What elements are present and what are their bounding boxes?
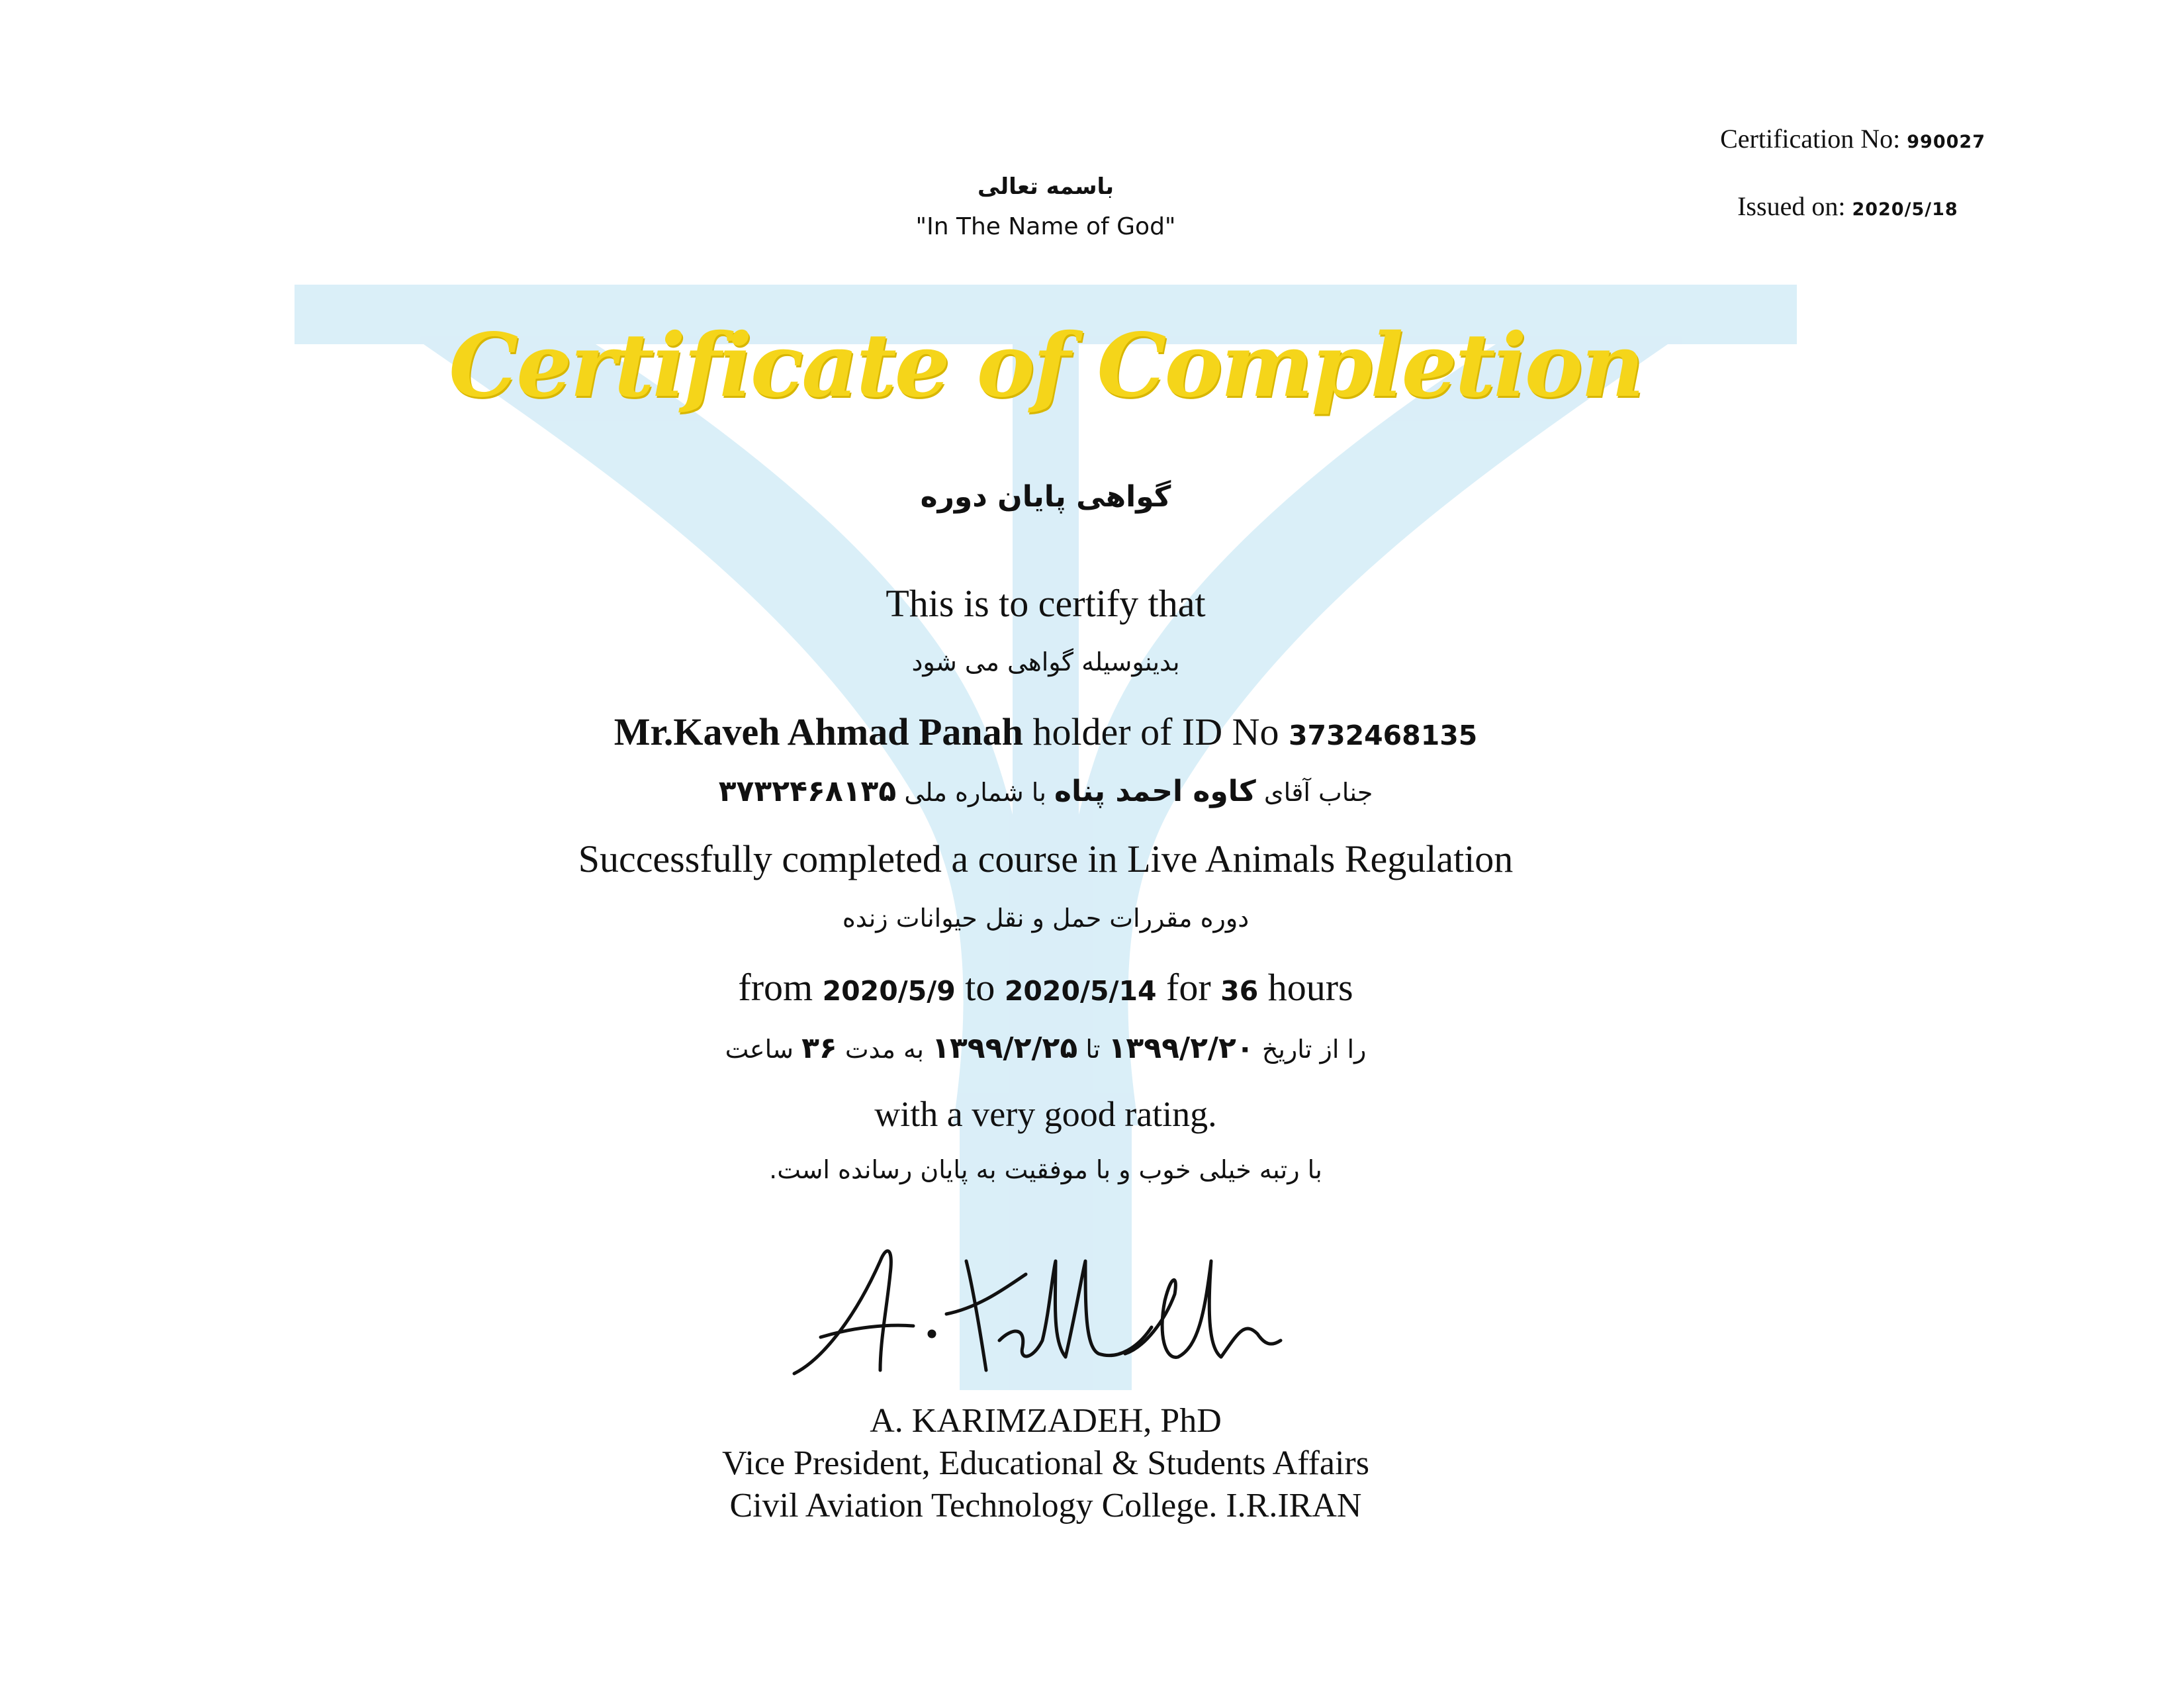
signatory-title: Vice President, Educational & Students Affairs	[722, 1444, 1369, 1482]
intro-text-persian: بدینوسیله گواهی می شود	[911, 647, 1180, 677]
recipient-id-label-persian: با شماره ملی	[904, 778, 1046, 807]
to-label: to	[965, 966, 995, 1009]
to-date: 2020/5/14	[1004, 975, 1157, 1007]
certificate-title-persian: گواهی پایان دوره	[920, 480, 1171, 514]
hours-label: hours	[1267, 966, 1353, 1009]
course-hours: 36	[1220, 975, 1259, 1007]
to-label-persian: تا	[1085, 1035, 1101, 1064]
for-label: for	[1166, 966, 1211, 1009]
recipient-id-label: holder of ID No	[1032, 710, 1279, 753]
certification-number-row	[1720, 126, 1985, 152]
recipient-id-number: 3732468135	[1289, 720, 1478, 751]
invocation-persian: باسمه تعالی	[977, 173, 1115, 200]
course-text: Successfully completed a course in Live Animals Regulation	[578, 837, 1514, 880]
period-line-persian	[0, 1031, 2091, 1065]
certificate-title: Certificate of Completion	[449, 314, 1643, 417]
course-hours-persian: ۳۶	[801, 1031, 837, 1065]
from-date-persian: ۱۳۹۹/۲/۲۰	[1108, 1031, 1254, 1065]
from-label: from	[738, 966, 813, 1009]
period-line	[0, 965, 2091, 1009]
certificate-meta	[1720, 126, 1985, 220]
signature-image	[781, 1235, 1284, 1387]
rating-text-persian: با رتبه خیلی خوب و با موفقیت به پایان رسانده است.	[769, 1155, 1322, 1184]
recipient-name-persian: کاوه احمد پناه	[1054, 774, 1256, 808]
recipient-line-persian	[0, 774, 2091, 808]
duration-label-persian: به مدت	[844, 1035, 924, 1064]
intro-text: This is to certify that	[886, 582, 1206, 625]
signatory-name: A. KARIMZADEH, PhD	[870, 1402, 1222, 1440]
certification-number-label: Certification No:	[1720, 124, 1901, 154]
issued-date: 2020/5/18	[1852, 199, 1958, 220]
invocation-english: "In The Name of God"	[915, 213, 1176, 240]
course-text-persian: دوره مقررات حمل و نقل حیوانات زنده	[842, 904, 1250, 933]
rating-text: with a very good rating.	[874, 1094, 1217, 1134]
from-label-persian: را از تاریخ	[1261, 1035, 1367, 1064]
issued-label: Issued on:	[1737, 191, 1846, 221]
signatory-block	[0, 1400, 2091, 1527]
signatory-institution: Civil Aviation Technology College. I.R.IRAN	[729, 1487, 1362, 1524]
from-date: 2020/5/9	[822, 975, 956, 1007]
recipient-prefix-persian: جناب آقای	[1263, 778, 1373, 807]
recipient-id-number-persian: ۳۷۳۲۴۶۸۱۳۵	[718, 774, 897, 808]
hours-label-persian: ساعت	[725, 1035, 794, 1064]
recipient-name: Mr.Kaveh Ahmad Panah	[614, 710, 1023, 753]
recipient-line	[0, 710, 2091, 754]
to-date-persian: ۱۳۹۹/۲/۲۵	[932, 1031, 1078, 1065]
certification-number: 990027	[1907, 132, 1985, 152]
